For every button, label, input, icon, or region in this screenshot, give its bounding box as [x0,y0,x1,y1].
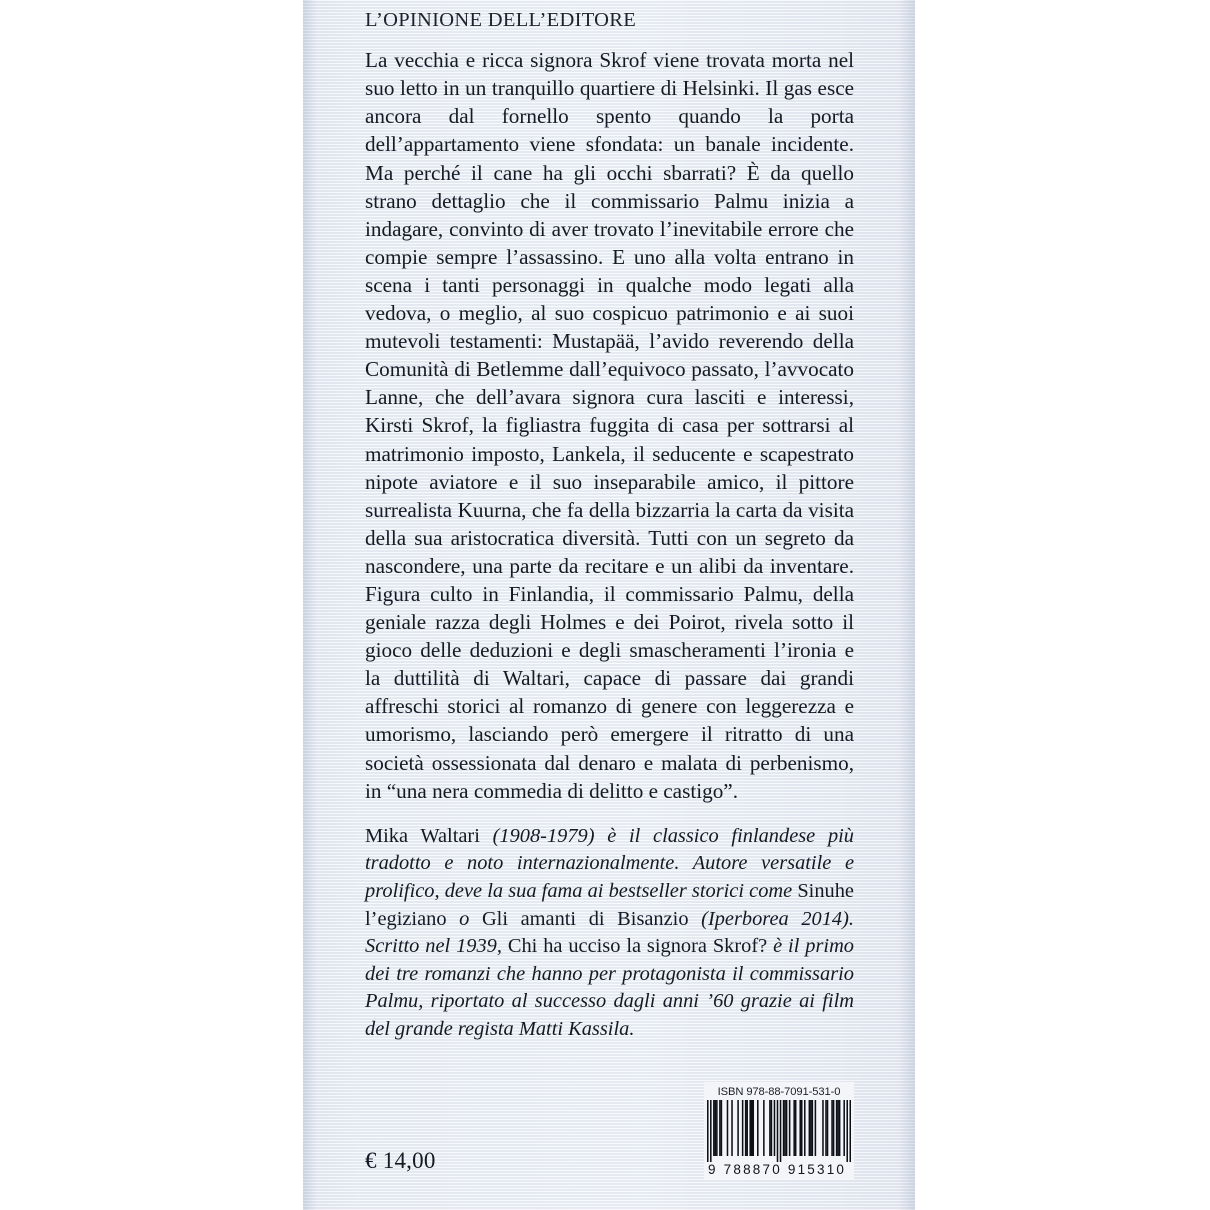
bio-segment-1: (1908-1979) è il classico finlandese più tradotto e noto internazionalmente. Autore versatile e prolifico, deve la sua fama ai bestseller storici come [365,824,854,902]
bio-conjunction: o [446,907,482,930]
book-title-bisanzio: Gli amanti di Bisanzio [481,907,689,930]
book-title-skrof: Chi ha ucciso la signora Skrof? [507,935,768,958]
isbn-text: ISBN 978-88-7091-531-0 [717,1086,841,1098]
cover-price: € 14,00 [365,1148,436,1173]
ean13-barcode-icon [707,1100,851,1162]
bio-segment-2: (Iperborea 2014). [688,907,855,930]
book-back-cover-page [303,0,915,1210]
bio-segment-4: è il primo dei tre romanzi che hanno per protagonista il commissario Palmu, riportato al successo dagli anni ’60 grazie ai film del grande regista Matti Kassila. [365,935,854,1040]
blurb-paragraph: La vecchia e ricca signora Skrof viene trovata morta nel suo letto in un tranquillo quartiere di Helsinki. Il gas esce ancora dal fornello spento quando la porta dell’appartamento viene sfondata: un banale incidente. Ma perché il cane ha gli occhi sbarrati? È da quello strano dettaglio che il commissario Palmu inizia a indagare, convinto di aver trovato l’inevitabile errore che compie sempre l’assassino. E uno alla volta entrano in scena i tanti personaggi in qualche modo legati alla vedova, o meglio, al suo cospicuo patrimonio e ai suoi mutevoli testamenti: Mustapää, l’avido reverendo della Comunità di Betlemme dall’equivoco passato, l’avvocato Lanne, che dell’avara signora cura lasciti e interessi, Kirsti Skrof, la figliastra fuggita di casa per sottrarsi al matrimonio imposto, Lankela, il seducente e scapestrato nipote aviatore e il suo inseparabile amico, il pittore surrealista Kuurna, che fa della bizzarria la carta da visita della sua aristocratica diversità. Tutti con un segreto da nascondere, una parte da recitare e un alibi da inventare. Figura culto in Finlandia, il commissario Palmu, della geniale razza degli Holmes e dei Poirot, rivela sotto il gioco delle deduzioni e degli smascheramenti l’ironia e la duttilità di Waltari, capace di passare dai grandi affreschi storici al romanzo di genere con leggerezza e umorismo, lasciando però emergere il ritratto di una società ossessionata dal denaro e malata di perbenismo, in “una nera commedia di delitto e castigo”. [365,48,854,803]
bio-segment-3: Scritto nel 1939, [365,935,508,958]
section-heading-publisher-opinion: L’OPINIONE DELL’EDITORE [365,9,637,31]
ean13-digits: 9 788870 915310 [708,1162,847,1177]
author-bio-paragraph [365,823,854,1044]
text-column [365,8,854,1043]
barcode-block [704,1082,854,1179]
author-name: Mika Waltari [365,824,480,847]
book-title-sinuhe: Sinuhe l’egiziano [365,879,854,930]
